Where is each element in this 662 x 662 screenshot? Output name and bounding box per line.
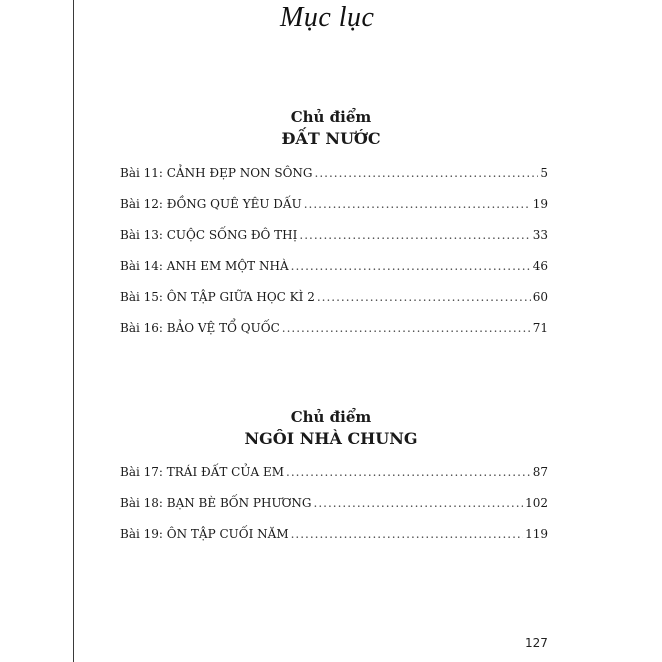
- toc-entry-page: 19: [532, 197, 548, 211]
- toc-entry-page: 102: [525, 496, 548, 510]
- toc-entry-page: 87: [532, 465, 548, 479]
- toc-entry-title: Bài 14: ANH EM MỘT NHÀ: [120, 259, 289, 273]
- dot-leader: [299, 228, 530, 242]
- toc-entry-page: 71: [532, 321, 548, 335]
- page-number: 127: [525, 636, 548, 650]
- section-title: NGÔI NHÀ CHUNG: [244, 429, 418, 448]
- dot-leader: [291, 527, 523, 541]
- toc-entry-title: Bài 12: ĐỒNG QUÊ YÊU DẤU: [120, 197, 302, 211]
- section-label: Chủ điểm: [290, 408, 372, 426]
- toc-entry[interactable]: [120, 197, 548, 215]
- section-heading-ngoi-nha-chung: [0, 408, 662, 448]
- toc-entry-title: Bài 15: ÔN TẬP GIỮA HỌC KÌ 2: [120, 290, 315, 304]
- toc-entry-title: Bài 17: TRÁI ĐẤT CỦA EM: [120, 465, 285, 479]
- toc-entry-page: 46: [532, 259, 548, 273]
- toc-entry-title: Bài 16: BẢO VỆ TỔ QUỐC: [120, 321, 280, 335]
- dot-leader: [317, 290, 531, 304]
- page-title: Mục lục: [280, 2, 375, 33]
- toc-entry[interactable]: [120, 321, 548, 339]
- section-label: Chủ điểm: [290, 108, 372, 126]
- dot-leader: [291, 259, 531, 273]
- toc-entry-title: Bài 18: BẠN BÈ BỐN PHƯƠNG: [120, 496, 312, 510]
- toc-entry-title: Bài 11: CẢNH ĐẸP NON SÔNG: [120, 166, 313, 180]
- toc-entry-title: Bài 19: ÔN TẬP CUỐI NĂM: [120, 527, 289, 541]
- section-heading-dat-nuoc: [0, 108, 662, 148]
- toc-entry[interactable]: [120, 259, 548, 277]
- toc-entry[interactable]: [120, 465, 548, 483]
- dot-leader: [286, 465, 531, 479]
- toc-entry[interactable]: [120, 166, 548, 184]
- dot-leader: [304, 197, 531, 211]
- toc-entry-page: 33: [532, 228, 548, 242]
- toc-entry-page: 5: [540, 166, 548, 180]
- toc-entry-title: Bài 13: CUỘC SỐNG ĐÔ THỊ: [120, 228, 298, 242]
- toc-entry-page: 119: [525, 527, 548, 541]
- toc-entry[interactable]: [120, 527, 548, 545]
- dot-leader: [315, 166, 539, 180]
- page-gutter-line: [73, 0, 74, 662]
- toc-entry[interactable]: [120, 290, 548, 308]
- toc-entry[interactable]: [120, 496, 548, 514]
- dot-leader: [282, 321, 531, 335]
- toc-entry-page: 60: [532, 290, 548, 304]
- section-title: ĐẤT NƯỚC: [281, 129, 381, 148]
- toc-entry[interactable]: [120, 228, 548, 246]
- dot-leader: [314, 496, 524, 510]
